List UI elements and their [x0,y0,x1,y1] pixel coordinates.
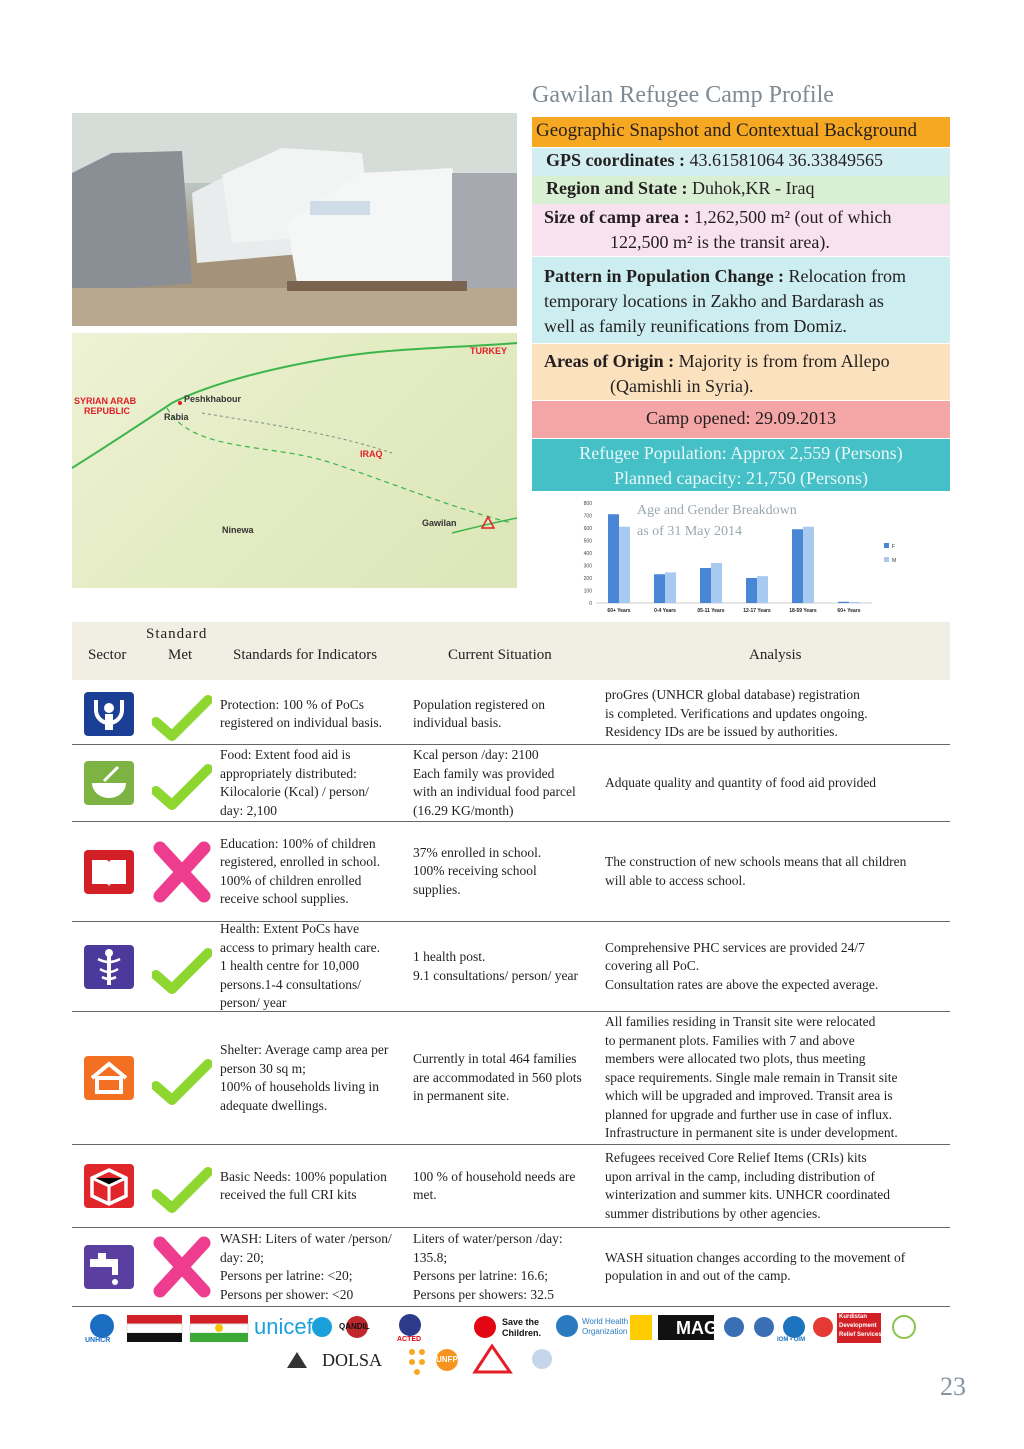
header-met: Met [168,647,193,663]
current-situation-cell-line: are accommodated in 560 plots [413,1069,582,1085]
logo-unfpa: UNFPA [436,1355,463,1364]
page-number: 23 [940,1372,966,1401]
analysis-cell [605,686,950,742]
x-tick-label: 18-59 Years [789,608,817,614]
logo-mag: MAG [676,1318,718,1338]
analysis-cell [605,1149,950,1223]
map-label-gawilan: Gawilan [422,518,457,528]
current-situation-cell-line: 100% receiving school [413,863,537,879]
current-situation-cell [413,696,608,733]
standards-cell-line: registered on individual basis. [220,715,382,730]
y-tick-label: 500 [583,538,592,545]
pattern-value-1: Relocation from [788,266,906,286]
current-situation-cell-line: with an individual food parcel [413,784,576,799]
current-situation-cell-line: Persons per latrine: 16.6; [413,1268,548,1283]
standards-cell [220,1168,425,1205]
current-situation-cell [413,948,608,985]
analysis-cell-line: which will be upgraded and improved. Transit area is [605,1088,893,1104]
current-situation-cell-line: supplies. [413,881,461,897]
standards-cell-line: Kilocalorie (Kcal) / person/ [220,784,369,799]
education-icon [84,850,134,894]
current-situation-cell-line: 100 % of household needs are [413,1168,576,1184]
header-standard: Standard [146,626,208,642]
standards-cell [220,1230,425,1304]
map-label-rabia: Rabia [164,412,189,422]
y-tick-label: 300 [583,563,592,570]
y-tick-label: 100 [583,588,592,595]
analysis-cell [605,939,950,995]
standards-cell-line: adequate dwellings. [220,1097,328,1113]
chart-title: Age and Gender Breakdown [637,503,797,518]
logo-save-2: Children. [502,1328,542,1338]
standards-cell-line: 1 health centre for 10,000 [220,958,360,974]
map-label-ninewa: Ninewa [222,525,254,535]
region-value: Duhok,KR - Iraq [692,178,815,198]
standard-met-check-icon [152,945,212,995]
origin-value-2: (Qamishli in Syria). [610,376,754,396]
standard-met-check-icon [152,1056,212,1106]
standard-not-met-cross-icon [152,840,212,890]
x-tick-label: 0-4 Years [654,608,676,614]
x-tick-label: 60+ Years [607,608,631,614]
analysis-cell-line: planned for upgrade and further use in case of influx. [605,1106,893,1122]
bar-f-5 [838,602,849,603]
logo-who-2: Organization [582,1327,628,1336]
size-value-1: 1,262,500 m² (out of which [694,207,892,227]
logo-iom: IOM • OIM [777,1337,806,1343]
food-icon [84,761,134,805]
row-divider [72,1144,950,1145]
geo-heading: Geographic Snapshot and Contextual Background [532,117,950,147]
row-divider [72,821,950,822]
logo-acted: ACTED [397,1336,422,1343]
logos-divider [72,1306,950,1307]
y-tick-label: 600 [583,526,592,532]
gps-value: 43.61581064 36.33849565 [689,150,883,170]
planned-capacity: Planned capacity: 21,750 (Persons) [614,468,868,488]
standard-not-met-cross-icon [152,1235,212,1285]
logo-qandil: QANDIL [339,1322,370,1331]
current-situation-cell-line: individual basis. [413,715,502,730]
wash-icon [84,1245,134,1289]
current-situation-cell-line: Currently in total 464 families [413,1051,577,1067]
current-situation-cell-line: (16.29 KG/month) [413,802,514,818]
analysis-cell-line: proGres (UNHCR global database) registration [605,687,860,703]
header-analysis: Analysis [749,647,802,663]
bar-f-1 [654,574,665,603]
logo-unicef: unicef [254,1314,313,1339]
row-divider [72,921,950,922]
analysis-cell-line: to permanent plots. Families with 7 and above [605,1032,855,1048]
age-gender-chart [562,495,942,620]
shelter-icon [84,1056,134,1100]
legend-label: F [892,544,896,550]
standards-cell-line: 100% of households living in [220,1079,379,1094]
page-title: Gawilan Refugee Camp Profile [532,82,834,108]
region-row [532,176,950,204]
standards-cell-line: registered, enrolled in school. [220,854,381,869]
protection-icon [84,692,134,736]
header-sector: Sector [88,647,127,663]
analysis-cell-line: is completed. Verifications and updates ongoing. [605,705,868,721]
standard-met-check-icon [152,761,212,811]
current-situation-cell-line: 135.8; [413,1249,448,1265]
bar-f-0 [608,514,619,603]
logo-krd-3: Relief Services [839,1332,882,1338]
population-box [532,439,950,491]
current-situation-cell [413,1168,608,1205]
current-situation-cell-line: 9.1 consultations/ person/ year [413,967,578,983]
pattern-label: Pattern in Population Change : [544,266,785,286]
pattern-value-3: well as family reunifications from Domiz. [544,316,847,336]
map-label-iraq: IRAQ [360,449,383,459]
standards-cell [220,1041,425,1115]
standards-cell [220,696,425,733]
analysis-cell-line: The construction of new schools means that all children [605,854,907,869]
standards-cell [220,835,425,909]
current-situation-cell-line: Liters of water/person /day: [413,1231,563,1246]
row-divider [72,744,950,745]
analysis-cell-line: upon arrival in the camp, including distribution of [605,1168,875,1184]
x-tick-label: 60+ Years [837,608,861,614]
map-label-turkey: TURKEY [469,346,507,356]
current-situation-cell-line: Population registered on [413,696,545,712]
analysis-cell-line: summer distributions by other agencies. [605,1205,821,1221]
size-value-2: 122,500 m² is the transit area). [610,232,830,252]
origin-row [532,344,950,400]
standards-cell-line: Persons per latrine: <20; [220,1268,353,1283]
header-standards: Standards for Indicators [233,647,378,663]
analysis-cell [605,774,950,793]
bar-m-5 [849,602,860,603]
current-situation-cell [413,746,608,820]
y-tick-label: 400 [583,551,592,557]
current-situation-cell-line: met. [413,1187,437,1202]
x-tick-label: 05-11 Years [697,608,725,614]
current-situation-cell-line: in permanent site. [413,1088,510,1104]
current-situation-cell [413,1230,608,1304]
standards-cell [220,746,425,820]
legend-swatch [884,543,889,548]
analysis-cell-line: All families residing in Transit site were relocated [605,1014,876,1030]
standards-cell-line: person 30 sq m; [220,1060,306,1076]
analysis-cell-line: Consultation rates are above the expected average. [605,976,879,992]
standards-cell-line: appropriately distributed: [220,765,357,781]
current-situation-cell-line: Persons per showers: 32.5 [413,1286,554,1302]
standards-cell-line: received the full CRI kits [220,1187,357,1202]
standard-met-check-icon [152,1164,212,1214]
x-tick-label: 12-17 Years [743,608,771,614]
pattern-row [532,257,950,343]
row-divider [72,1011,950,1012]
bar-m-4 [803,527,814,603]
logo-krd-2: Development [839,1323,877,1329]
logo-save-1: Save the [502,1317,540,1327]
bar-m-0 [619,527,630,603]
bar-f-3 [746,578,757,603]
refugee-population: Refugee Population: Approx 2,559 (Persons) [579,443,903,463]
analysis-cell-line: space requirements. Single male remain in Transit site [605,1069,898,1085]
header-current: Current Situation [448,647,552,663]
analysis-cell [605,1013,950,1143]
standards-cell-line: day: 2,100 [220,802,277,818]
map-label-syria-1: SYRIAN ARAB [74,396,137,406]
bar-m-2 [711,563,722,603]
analysis-cell-line: Comprehensive PHC services are provided 24/7 [605,939,865,955]
standard-met-check-icon [152,692,212,742]
bar-m-1 [665,572,676,603]
analysis-cell-line: population in and out of the camp. [605,1268,791,1283]
current-situation-cell [413,1050,608,1106]
standards-cell-line: person/ year [220,995,287,1011]
analysis-cell-line: members were allocated two plots, thus meeting [605,1051,866,1067]
size-label: Size of camp area : [544,207,690,227]
camp-photo [72,113,517,326]
analysis-cell-line: Adquate quality and quantity of food aid provided [605,774,877,790]
location-map [72,333,517,588]
current-situation-cell-line: 1 health post. [413,949,486,964]
pattern-value-2: temporary locations in Zakho and Bardarash as [544,291,884,311]
chart-subtitle: as of 31 May 2014 [637,524,742,539]
gps-row [532,148,950,176]
region-label: Region and State : [546,178,688,198]
y-tick-label: 700 [583,513,592,520]
health-icon [84,945,134,989]
analysis-cell-line: Refugees received Core Relief Items (CRIs) kits [605,1150,867,1165]
standards-cell-line: Health: Extent PoCs have [220,921,360,937]
legend-label: M [892,558,897,564]
bar-f-2 [700,568,711,603]
partner-logos [82,1312,962,1380]
analysis-cell-line: Residency IDs are be issued by authorities. [605,724,838,740]
bar-m-3 [757,576,768,603]
y-tick-label: 200 [583,576,592,582]
standards-cell-line: Education: 100% of children [220,835,376,851]
analysis-cell-line: will able to access school. [605,872,746,888]
analysis-cell [605,853,950,890]
legend-swatch [884,557,889,562]
bar-f-4 [792,529,803,603]
camp-opened: Camp opened: 29.09.2013 [532,401,950,438]
standards-cell-line: Basic Needs: 100% population [220,1168,387,1184]
row-divider [72,1227,950,1228]
standards-cell-line: day: 20; [220,1249,264,1265]
analysis-cell-line: Infrastructure in permanent site is under development. [605,1125,898,1141]
standards-cell-line: Persons per shower: <20 [220,1286,354,1302]
logo-krd-1: Kurdistan [839,1314,868,1320]
current-situation-cell [413,844,608,900]
current-situation-cell-line: Kcal person /day: 2100 [413,747,539,762]
standards-cell-line: Food: Extent food aid is [220,747,351,762]
origin-value-1: Majority is from from Allepo [678,351,890,371]
analysis-cell-line: covering all PoC. [605,958,700,974]
standards-cell-line: persons.1-4 consultations/ [220,976,361,992]
basic-needs-icon [84,1164,134,1208]
gps-label: GPS coordinates : [546,150,685,170]
map-label-syria-2: REPUBLIC [84,406,131,416]
size-row [532,204,950,256]
logo-unhcr: UNHCR [85,1337,111,1344]
map-label-peshkhabour: Peshkhabour [184,394,242,404]
standards-cell-line: WASH: Liters of water /person/ [220,1231,392,1246]
current-situation-cell-line: 37% enrolled in school. [413,844,542,860]
current-situation-cell-line: Each family was provided [413,765,555,781]
y-tick-label: 0 [589,601,592,607]
standards-cell-line: access to primary health care. [220,939,381,955]
origin-label: Areas of Origin : [544,351,675,371]
standards-cell-line: receive school supplies. [220,891,349,906]
analysis-cell [605,1249,950,1286]
standards-cell-line: Shelter: Average camp area per [220,1042,389,1057]
standards-cell-line: 100% of children enrolled [220,872,362,888]
standards-cell [220,920,425,1013]
standards-cell-line: Protection: 100 % of PoCs [220,696,364,712]
y-tick-label: 800 [583,501,592,507]
analysis-cell-line: winterization and summer kits. UNHCR coordinated [605,1187,890,1202]
logo-dolsa: DOLSA [322,1350,383,1370]
analysis-cell-line: WASH situation changes according to the movement of [605,1249,906,1265]
logo-who-1: World Health [582,1317,629,1326]
